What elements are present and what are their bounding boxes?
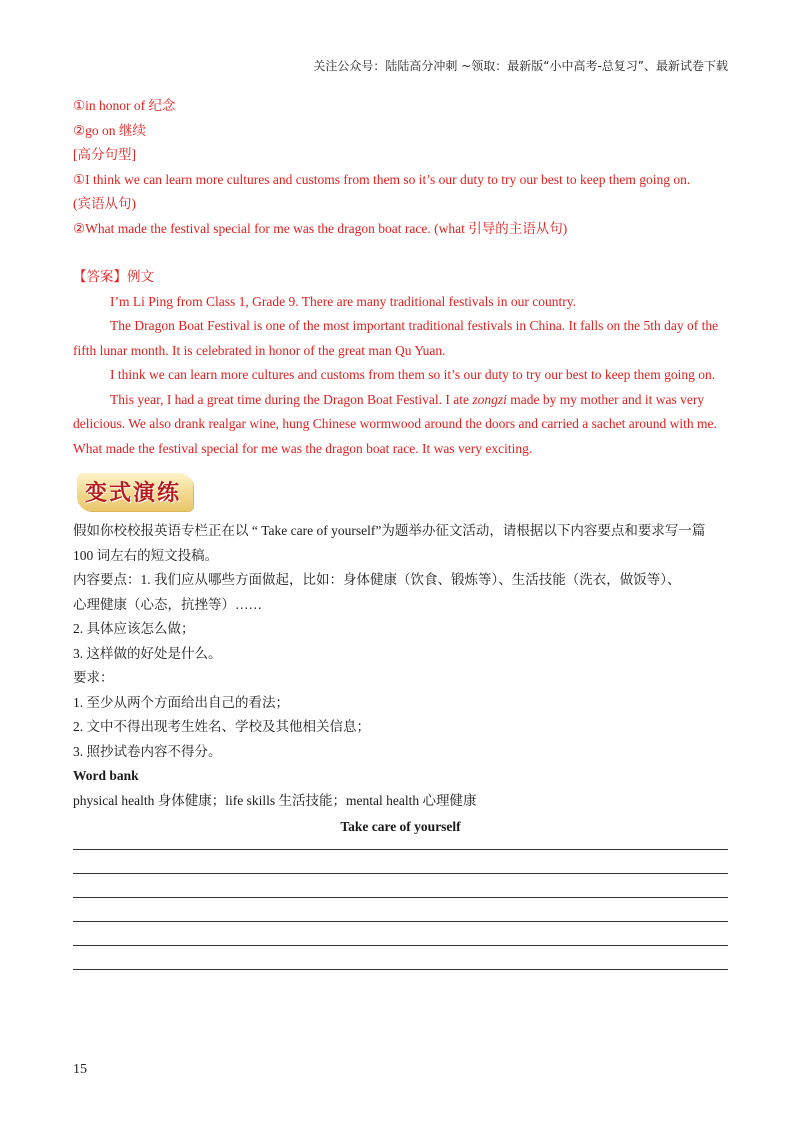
answer-p4-before: This year, I had a great time during the Dragon Boat Festival. I ate — [110, 391, 473, 407]
answer-paragraph-3: I think we can learn more cultures and customs from them so it’s our duty to try our best to keep them going on. — [110, 367, 716, 382]
writing-line[interactable] — [73, 945, 728, 946]
sentence-2: ②What made the festival special for me was the dragon boat race. (what 引导的主语从句) — [73, 220, 568, 236]
word-bank: physical health 身体健康；life skills 生活技能；mental health 心理健康 — [73, 792, 477, 808]
writing-line[interactable] — [73, 873, 728, 874]
writing-lines — [73, 849, 728, 970]
sentence-1-note: (宾语从句) — [73, 196, 136, 211]
writing-line[interactable] — [73, 897, 728, 898]
answer-paragraph-4 — [73, 388, 728, 462]
task-point-2: 2. 具体应该怎么做； — [73, 621, 195, 636]
writing-line[interactable] — [73, 969, 728, 970]
essay-title: Take care of yourself — [340, 819, 461, 834]
answer-p4-italic: zongzi — [472, 391, 507, 407]
task-points-a: 内容要点：1. 我们应从哪些方面做起，比如：身体健康（饮食、锻炼等）、生活技能（洗衣，做饭等）、 — [73, 572, 681, 587]
page-content — [73, 94, 728, 970]
task-point-3: 3. 这样做的好处是什么。 — [73, 645, 222, 661]
section-badge: 变式演练 — [77, 473, 193, 511]
task-points-b: 心理健康（心态，抗挫等）…… — [73, 596, 262, 612]
writing-line[interactable] — [73, 849, 728, 850]
sentence-1: ①I think we can learn more cultures and customs from them so it’s our duty to try our best to keep them going on. — [73, 171, 691, 187]
requirements-label: 要求： — [73, 670, 114, 685]
sentence-section-label: [高分句型] — [73, 147, 136, 162]
page-header: 关注公众号：陆陆高分冲刺 ~领取：最新版“小中高考-总复习”、最新试卷下载 — [313, 59, 728, 73]
writing-line[interactable] — [73, 921, 728, 922]
requirement-2: 2. 文中不得出现考生姓名、学校及其他相关信息； — [73, 719, 370, 734]
requirement-1: 1. 至少从两个方面给出自己的看法； — [73, 694, 289, 710]
word-bank-label: Word bank — [73, 768, 139, 783]
page-number: 15 — [73, 1062, 87, 1077]
answer-p4-after: made by my mother and it was very delicious. We also drank realgar wine, hung Chinese wormwood around the doors and carried a sachet around with me. What made the festival special for me was the dragon boat race. It was very exciting. — [73, 391, 717, 456]
phrase-2: ②go on 继续 — [73, 122, 146, 138]
task-intro: 假如你校校报英语专栏正在以 “ Take care of yourself”为题举办征文活动，请根据以下内容要点和要求写一篇 100 词左右的短文投稿。 — [73, 523, 706, 563]
answer-label: 【答案】例文 — [73, 269, 154, 284]
requirement-3: 3. 照抄试卷内容不得分。 — [73, 743, 222, 759]
phrase-1: ①in honor of 纪念 — [73, 98, 176, 113]
answer-paragraph-2: The Dragon Boat Festival is one of the most important traditional festivals in China. It falls on the 5th day of the fifth lunar month. It is celebrated in honor of the great man Qu Yuan. — [73, 318, 719, 358]
answer-paragraph-1: I’m Li Ping from Class 1, Grade 9. There are many traditional festivals in our country. — [110, 293, 577, 309]
